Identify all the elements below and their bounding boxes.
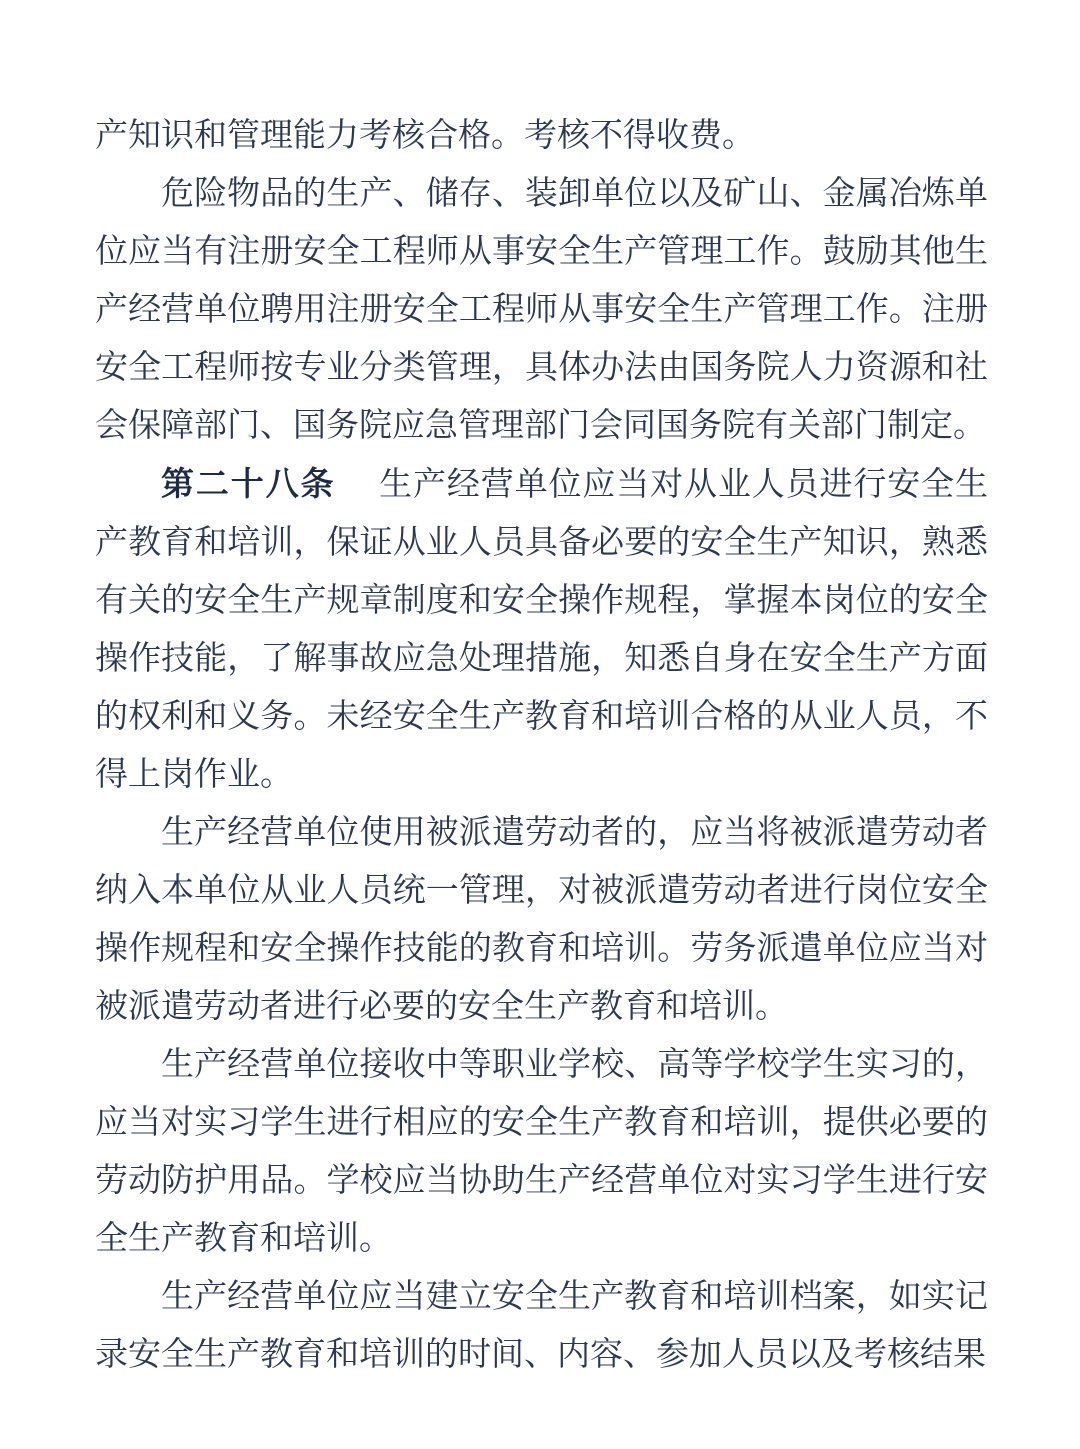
paragraph — [95, 1036, 988, 1268]
paragraph-text: 生产经营单位接收中等职业学校、高等学校学生实习的，应当对实习学生进行相应的安全生产教育和培训，提供必要的劳动防护用品。学校应当协助生产经营单位对实习学生进行安全生产教育和培训。 — [95, 1047, 988, 1257]
paragraph — [95, 804, 988, 1036]
paragraph-text: 生产经营单位应当建立安全生产教育和培训档案，如实记录安全生产教育和培训的时间、内容、参加人员以及考核结果 — [95, 1279, 988, 1373]
paragraph — [95, 165, 988, 455]
paragraph-text: 生产经营单位使用被派遣劳动者的，应当将被派遣劳动者纳入本单位从业人员统一管理，对被派遣劳动者进行岗位安全操作规程和安全操作技能的教育和培训。劳务派遣单位应当对被派遣劳动者进行必要的安全生产教育和培训。 — [95, 815, 988, 1025]
document-body — [95, 107, 988, 1384]
paragraph — [95, 1268, 988, 1384]
paragraph — [95, 455, 988, 804]
paragraph-text: 危险物品的生产、储存、装卸单位以及矿山、金属冶炼单位应当有注册安全工程师从事安全生产管理工作。鼓励其他生产经营单位聘用注册安全工程师从事安全生产管理工作。注册安全工程师按专业分类管理，具体办法由国务院人力资源和社会保障部门、国务院应急管理部门会同国务院有关部门制定。 — [95, 176, 988, 444]
paragraph-text: 产知识和管理能力考核合格。考核不得收费。 — [95, 118, 755, 154]
paragraph — [95, 107, 988, 165]
article-number-label: 第二十八条 — [161, 465, 336, 502]
paragraph-text: 生产经营单位应当对从业人员进行安全生产教育和培训，保证从业人员具备必要的安全生产知识，熟悉有关的安全生产规章制度和安全操作规程，掌握本岗位的安全操作技能，了解事故应急处理措施，知悉自身在安全生产方面的权利和义务。未经安全生产教育和培训合格的从业人员，不得上岗作业。 — [95, 467, 989, 793]
